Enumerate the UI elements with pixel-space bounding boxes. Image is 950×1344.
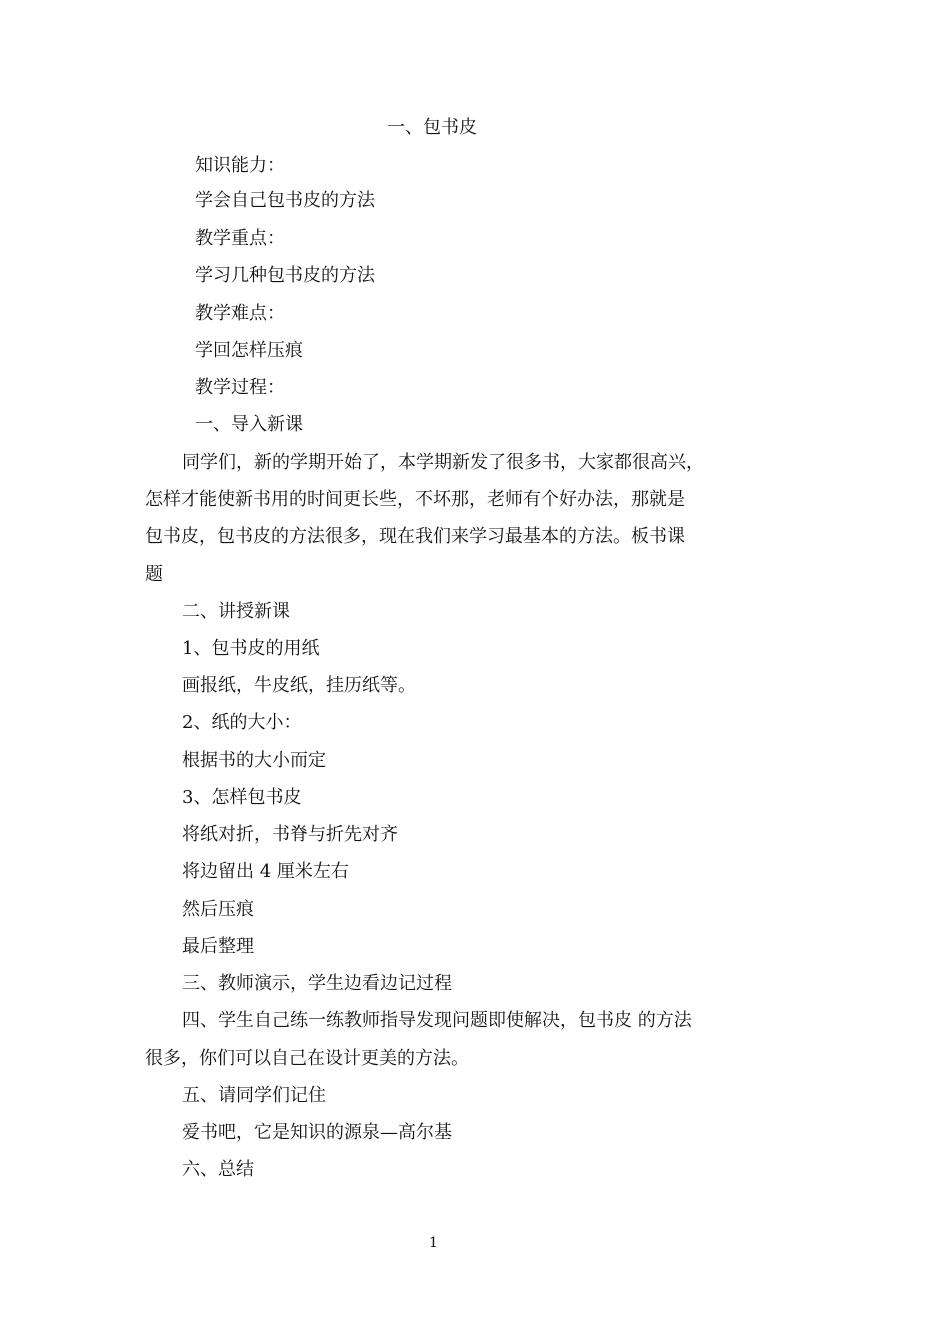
text-line: 学回怎样压痕: [195, 340, 303, 361]
text-line: 画报纸，牛皮纸，挂历纸等。: [182, 675, 416, 696]
section-heading: 三、教师演示，学生边看边记过程: [182, 973, 452, 994]
text-line: 然后压痕: [182, 899, 254, 920]
text-line: 将边留出 4 厘米左右: [182, 861, 349, 882]
text-line: 1、包书皮的用纸: [182, 638, 320, 659]
text-line: 知识能力：: [195, 155, 285, 176]
text-line: 教学难点：: [195, 303, 285, 324]
text-line: 3、怎样包书皮: [182, 787, 302, 808]
section-heading: 六、总结: [182, 1159, 254, 1180]
section-heading: 一、导入新课: [195, 414, 303, 435]
paragraph-line: 同学们，新的学期开始了，本学期新发了很多书，大家都很高兴，: [182, 452, 704, 473]
text-line: 学会自己包书皮的方法: [195, 190, 375, 211]
text-line: 2、纸的大小：: [182, 712, 302, 733]
paragraph-line: 怎样才能使新书用的时间更长些，不坏那，老师有个好办法，那就是: [145, 489, 685, 510]
paragraph-line: 很多，你们可以自己在设计更美的方法。: [145, 1048, 469, 1069]
text-line: 根据书的大小而定: [182, 750, 326, 771]
text-line: 学习几种包书皮的方法: [195, 265, 375, 286]
text-line: 教学过程：: [195, 377, 285, 398]
section-heading: 五、请同学们记住: [182, 1085, 326, 1106]
paragraph-line: 四、学生自己练一练教师指导发现问题即使解决，包书皮 的方法: [182, 1010, 692, 1031]
text-line: 最后整理: [182, 936, 254, 957]
document-title: 一、包书皮: [387, 117, 477, 138]
section-heading: 二、讲授新课: [182, 601, 290, 622]
text-line: 爱书吧，它是知识的源泉—高尔基: [182, 1122, 452, 1143]
paragraph-line: 题: [145, 564, 163, 585]
text-line: 将纸对折，书脊与折先对齐: [182, 824, 398, 845]
text-line: 教学重点：: [195, 228, 285, 249]
paragraph-line: 包书皮，包书皮的方法很多，现在我们来学习最基本的方法。板书课: [145, 526, 685, 547]
page-number: 1: [429, 1235, 438, 1251]
